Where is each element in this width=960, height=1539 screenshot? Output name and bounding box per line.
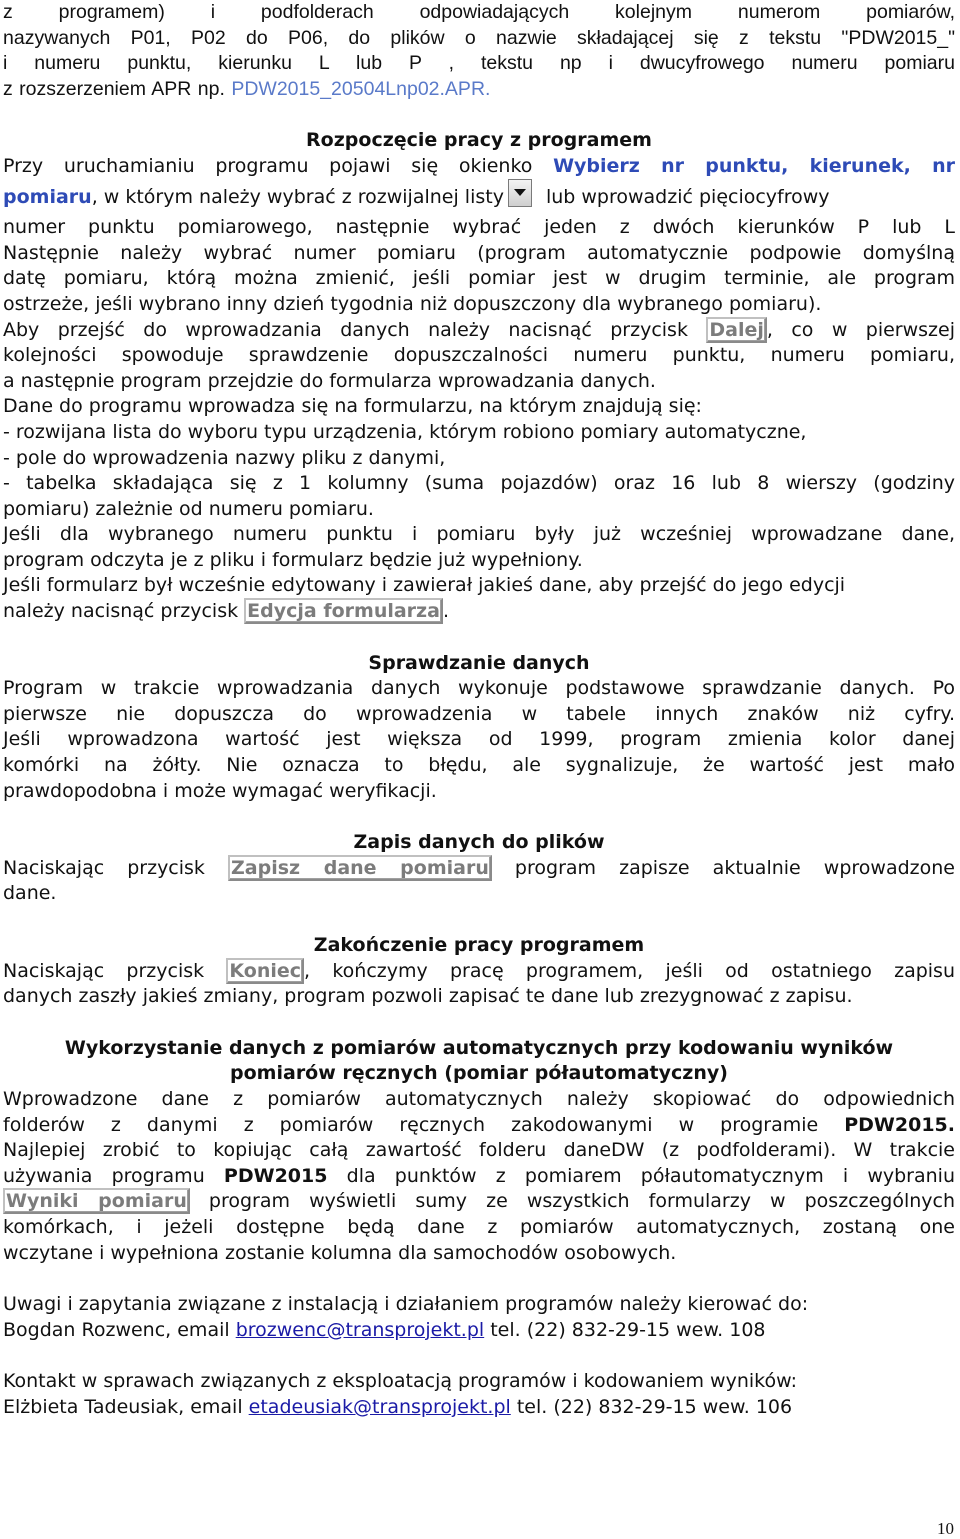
text: program zapisze aktualnie wprowadzone (491, 856, 955, 879)
example-filename: PDW2015_20504Lnp02.APR. (231, 77, 491, 100)
paragraph-line: komórkach, i jeżeli dostępne będą dane z pomiarów automatycznych, zostaną one (3, 1215, 955, 1238)
paragraph-line: Program w trakcie wprowadzania danych wykonuje podstawowe sprawdzanie danych. Po (3, 677, 955, 700)
intro-line: nazywanych P01, P02 do P06, do plików o nazwie składającej się z tekstu "PDW2015_" (3, 26, 955, 49)
paragraph-line: Najlepiej zrobić to kopiując całą zawartość folderu daneDW (z podfolderami). W trakcie (3, 1139, 955, 1162)
section-heading-end: Zakończenie pracy programem (313, 934, 645, 956)
text: , w którym należy wybrać z rozwijalnej listy (91, 186, 504, 209)
paragraph-line (3, 318, 955, 344)
document-page (3, 0, 955, 1421)
section-heading-check: Sprawdzanie danych (368, 651, 590, 674)
text: używania programu (3, 1164, 224, 1187)
text: Bogdan Rozwenc, email (3, 1318, 236, 1341)
paragraph-line (3, 959, 955, 985)
paragraph-line: kolejności spowoduje sprawdzenie dopuszczalności numeru punktu, numeru pomiaru, (3, 344, 955, 367)
intro-line (3, 77, 955, 103)
zapisz-button-label: Zapisz dane pomiaru (228, 855, 492, 881)
paragraph-line: Jeśli wprowadzona wartość jest większa od 1999, program zmienia kolor danej (3, 728, 955, 751)
paragraph-line: Jeśli formularz był wcześnie edytowany i zawierał jakieś dane, aby przejść do jego edycji (3, 574, 846, 597)
text: program wyświetli sumy ze wszystkich formularzy w poszczególnych (189, 1190, 956, 1213)
dialog-name-cont: pomiaru (3, 186, 92, 209)
section-heading-semi-2: pomiarów ręcznych (pomiar półautomatyczny) (230, 1062, 728, 1085)
paragraph-line: ostrzeże, jeśli wybrano inny dzień tygodnia niż dopuszczony dla wybranego pomiaru). (3, 292, 822, 315)
text: , co w pierwszej (766, 318, 955, 341)
text: należy nacisnąć przycisk (3, 600, 245, 623)
intro-line: i numeru punktu, kierunku L lub P , tekstu np i dwucyfrowego numeru pomiaru (3, 52, 955, 75)
paragraph-line (3, 1164, 955, 1190)
list-item: - pole do wprowadzenia nazwy pliku z danymi, (3, 446, 446, 469)
contact-line (3, 1395, 955, 1421)
program-name: PDW2015. (844, 1113, 955, 1136)
text: , kończymy pracę programem, jeśli od ostatniego zapisu (304, 959, 955, 982)
contact-line: Kontakt w sprawach związanych z eksploatacją programów i kodowaniem wyników: (3, 1370, 798, 1393)
paragraph-line (3, 179, 955, 215)
wyniki-pomiaru-button-label: Wyniki pomiaru (3, 1188, 190, 1214)
text: . (442, 600, 449, 623)
text: Aby przejść do wprowadzania danych należy nacisnąć przycisk (3, 318, 707, 341)
text: dla punktów z pomiarem półautomatycznym i wybraniu (327, 1164, 955, 1187)
paragraph-line: Następnie należy wybrać numer pomiaru (program automatycznie podpowie domyślną (3, 241, 955, 264)
dialog-name: Wybierz nr punktu, kierunek, nr (553, 154, 955, 177)
edycja-formularza-button-label: Edycja formularza (244, 598, 443, 624)
section-heading-semi-1: Wykorzystanie danych z pomiarów automatycznych przy kodowaniu wyników (64, 1036, 894, 1059)
paragraph-line (3, 1113, 955, 1139)
dalej-button-label: Dalej (706, 317, 767, 343)
paragraph-line (3, 856, 955, 882)
paragraph-line: komórki na żółty. Nie oznacza to błędu, ale sygnalizuje, że wartość jest mało (3, 754, 955, 777)
list-item: - tabelka składająca się z 1 kolumny (suma pojazdów) oraz 16 lub 8 wierszy (godziny (3, 472, 955, 495)
paragraph-line: Dane do programu wprowadza się na formularzu, na którym znajdują się: (3, 395, 702, 418)
intro-paragraph (3, 0, 955, 102)
paragraph-line: dane. (3, 882, 57, 905)
paragraph-line (3, 154, 955, 180)
paragraph-line: pierwsze nie dopuszcza do wprowadzenia w tabele innych znaków niż cyfry. (3, 702, 955, 725)
text: lub wprowadzić pięciocyfrowy (545, 186, 830, 209)
text: tel. (22) 832-29-15 wew. 108 (484, 1318, 766, 1341)
intro-line: z programem) i podfolderach odpowiadających kolejnym numerom pomiarów, (3, 1, 955, 23)
program-name: PDW2015 (223, 1164, 328, 1187)
koniec-button-label: Koniec (226, 958, 304, 984)
email-link-tadeusiak[interactable]: etadeusiak@transprojekt.pl (248, 1395, 511, 1418)
paragraph-line: numer punktu pomiarowego, następnie wybrać jeden z dwóch kierunków P lub L (3, 216, 955, 239)
list-item: - rozwijana lista do wyboru typu urządzenia, którym robiono pomiary automatyczne, (3, 420, 807, 443)
paragraph-line: program odczyta je z pliku i formularz będzie już wypełniony. (3, 548, 583, 571)
section-heading-save: Zapis danych do plików (353, 831, 605, 854)
list-item: pomiaru) zależnie od numeru pomiaru. (3, 497, 374, 520)
email-link-rozwenc[interactable]: brozwenc@transprojekt.pl (235, 1318, 485, 1341)
paragraph-line: a następnie program przejdzie do formularza wprowadzania danych. (3, 369, 656, 392)
text: Naciskając przycisk (3, 959, 227, 982)
paragraph-line: Wprowadzone dane z pomiarów automatycznych należy skopiować do odpowiednich (3, 1087, 955, 1110)
text: Elżbieta Tadeusiak, email (3, 1395, 249, 1418)
paragraph-line: datę pomiaru, którą można zmienić, jeśli pomiar jest w drugim terminie, ale program (3, 267, 955, 290)
page-number: 10 (937, 1519, 954, 1538)
contact-line (3, 1318, 955, 1344)
dropdown-arrow-icon (508, 179, 532, 207)
paragraph-line (3, 599, 955, 625)
contact-line: Uwagi i zapytania związane z instalacją i działaniem programów należy kierować do: (3, 1293, 809, 1316)
text: Naciskając przycisk (3, 856, 228, 879)
paragraph-line (3, 1189, 955, 1215)
paragraph-line: Jeśli dla wybranego numeru punktu i pomiaru były już wcześniej wprowadzane dane, (3, 523, 955, 546)
paragraph-line: danych zaszły jakieś zmiany, program pozwoli zapisać te dane lub zrezygnować z zapisu. (3, 985, 853, 1008)
intro-text: z rozszerzeniem APR np. (3, 77, 232, 100)
text: Przy uruchamianiu programu pojawi się okienko (3, 154, 554, 177)
text: tel. (22) 832-29-15 wew. 106 (510, 1395, 793, 1418)
paragraph-line: wczytane i wypełniona zostanie kolumna dla samochodów osobowych. (3, 1241, 677, 1264)
section-heading-start: Rozpoczęcie pracy z programem (306, 128, 652, 151)
paragraph-line: prawdopodobna i może wymagać weryfikacji. (3, 779, 437, 802)
text: folderów z danymi z pomiarów ręcznych zakodowanymi w programie (3, 1113, 845, 1136)
